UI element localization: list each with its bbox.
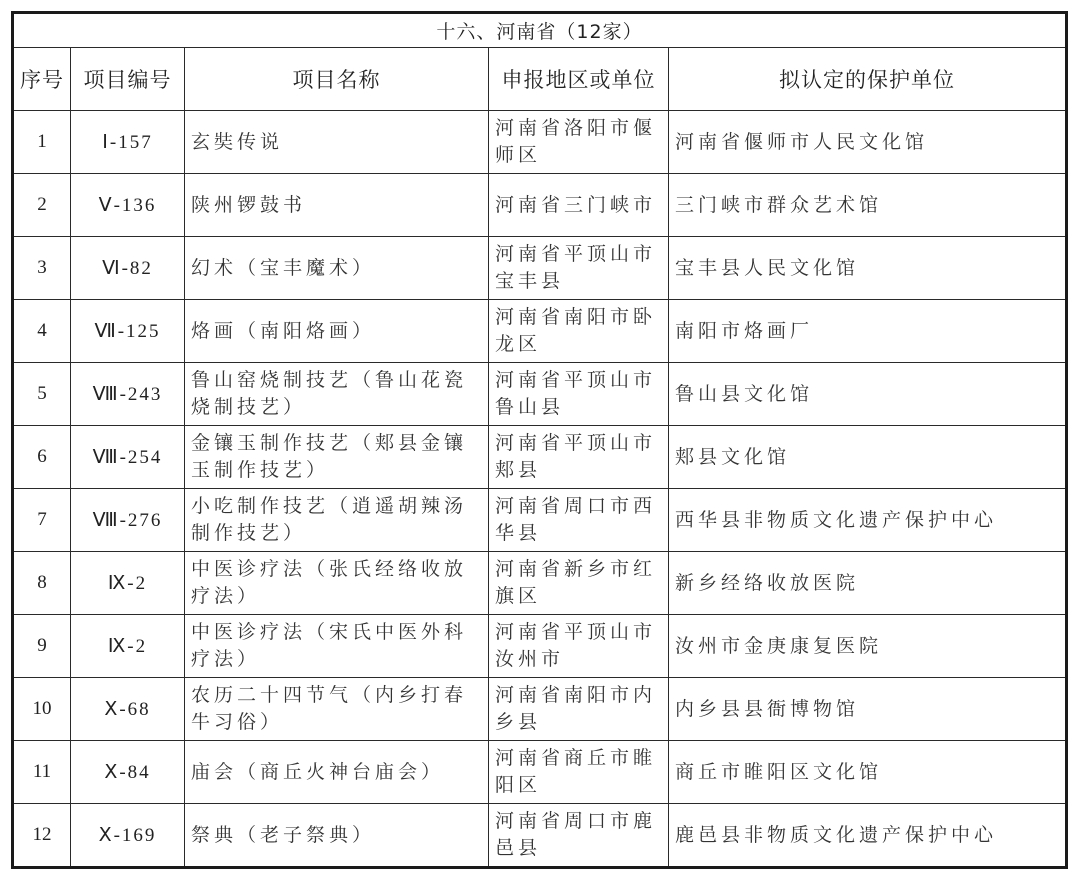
header-protection-unit: 拟认定的保护单位: [669, 48, 1067, 111]
project-name: 祭典（老子祭典）: [185, 804, 489, 868]
serial-no: 5: [13, 363, 71, 426]
header-region: 申报地区或单位: [489, 48, 669, 111]
table-row: [13, 741, 1067, 804]
project-name: 农历二十四节气（内乡打春牛习俗）: [185, 678, 489, 741]
project-name: 中医诊疗法（宋氏中医外科疗法）: [185, 615, 489, 678]
protection-unit: 三门峡市群众艺术馆: [669, 174, 1067, 237]
table-row: [13, 300, 1067, 363]
table-row: [13, 237, 1067, 300]
project-code: Ⅹ-68: [71, 678, 185, 741]
project-name: 小吃制作技艺（逍遥胡辣汤制作技艺）: [185, 489, 489, 552]
region: 河南省平顶山市郏县: [489, 426, 669, 489]
table-row: [13, 615, 1067, 678]
region: 河南省周口市西华县: [489, 489, 669, 552]
table-row: [13, 804, 1067, 868]
protection-unit: 西华县非物质文化遗产保护中心: [669, 489, 1067, 552]
project-code: Ⅷ-243: [71, 363, 185, 426]
project-name: 烙画（南阳烙画）: [185, 300, 489, 363]
table-row: [13, 489, 1067, 552]
serial-no: 8: [13, 552, 71, 615]
table-row: [13, 174, 1067, 237]
protection-unit: 南阳市烙画厂: [669, 300, 1067, 363]
project-name: 幻术（宝丰魔术）: [185, 237, 489, 300]
table-row: [13, 111, 1067, 174]
project-name: 金镶玉制作技艺（郏县金镶玉制作技艺）: [185, 426, 489, 489]
protection-unit: 汝州市金庚康复医院: [669, 615, 1067, 678]
project-code: Ⅷ-276: [71, 489, 185, 552]
project-code: Ⅸ-2: [71, 615, 185, 678]
serial-no: 12: [13, 804, 71, 868]
project-name: 鲁山窑烧制技艺（鲁山花瓷烧制技艺）: [185, 363, 489, 426]
table-title: 十六、河南省（12家）: [13, 13, 1067, 48]
project-code: Ⅶ-125: [71, 300, 185, 363]
protection-unit: 河南省偃师市人民文化馆: [669, 111, 1067, 174]
serial-no: 3: [13, 237, 71, 300]
region: 河南省周口市鹿邑县: [489, 804, 669, 868]
protection-unit: 鹿邑县非物质文化遗产保护中心: [669, 804, 1067, 868]
region: 河南省洛阳市偃师区: [489, 111, 669, 174]
serial-no: 11: [13, 741, 71, 804]
heritage-protection-units-table: [11, 11, 1068, 869]
region: 河南省平顶山市鲁山县: [489, 363, 669, 426]
serial-no: 1: [13, 111, 71, 174]
serial-no: 2: [13, 174, 71, 237]
table-row: [13, 678, 1067, 741]
region: 河南省平顶山市汝州市: [489, 615, 669, 678]
project-code: Ⅷ-254: [71, 426, 185, 489]
header-project-name: 项目名称: [185, 48, 489, 111]
region: 河南省南阳市内乡县: [489, 678, 669, 741]
header-project-code: 项目编号: [71, 48, 185, 111]
protection-unit: 郏县文化馆: [669, 426, 1067, 489]
project-name: 庙会（商丘火神台庙会）: [185, 741, 489, 804]
project-code: Ⅹ-169: [71, 804, 185, 868]
serial-no: 7: [13, 489, 71, 552]
region: 河南省三门峡市: [489, 174, 669, 237]
region: 河南省平顶山市宝丰县: [489, 237, 669, 300]
table-row: [13, 426, 1067, 489]
project-code: Ⅸ-2: [71, 552, 185, 615]
protection-unit: 内乡县县衙博物馆: [669, 678, 1067, 741]
project-name: 中医诊疗法（张氏经络收放疗法）: [185, 552, 489, 615]
project-name: 陕州锣鼓书: [185, 174, 489, 237]
serial-no: 4: [13, 300, 71, 363]
project-code: Ⅰ-157: [71, 111, 185, 174]
protection-unit: 商丘市睢阳区文化馆: [669, 741, 1067, 804]
region: 河南省新乡市红旗区: [489, 552, 669, 615]
header-row: [13, 48, 1067, 111]
serial-no: 9: [13, 615, 71, 678]
project-name: 玄奘传说: [185, 111, 489, 174]
protection-unit: 宝丰县人民文化馆: [669, 237, 1067, 300]
region: 河南省南阳市卧龙区: [489, 300, 669, 363]
protection-unit: 新乡经络收放医院: [669, 552, 1067, 615]
header-serial-no: 序号: [13, 48, 71, 111]
project-code: Ⅹ-84: [71, 741, 185, 804]
table-row: [13, 552, 1067, 615]
serial-no: 10: [13, 678, 71, 741]
region: 河南省商丘市睢阳区: [489, 741, 669, 804]
protection-unit: 鲁山县文化馆: [669, 363, 1067, 426]
table-row: [13, 363, 1067, 426]
serial-no: 6: [13, 426, 71, 489]
project-code: Ⅵ-82: [71, 237, 185, 300]
project-code: Ⅴ-136: [71, 174, 185, 237]
